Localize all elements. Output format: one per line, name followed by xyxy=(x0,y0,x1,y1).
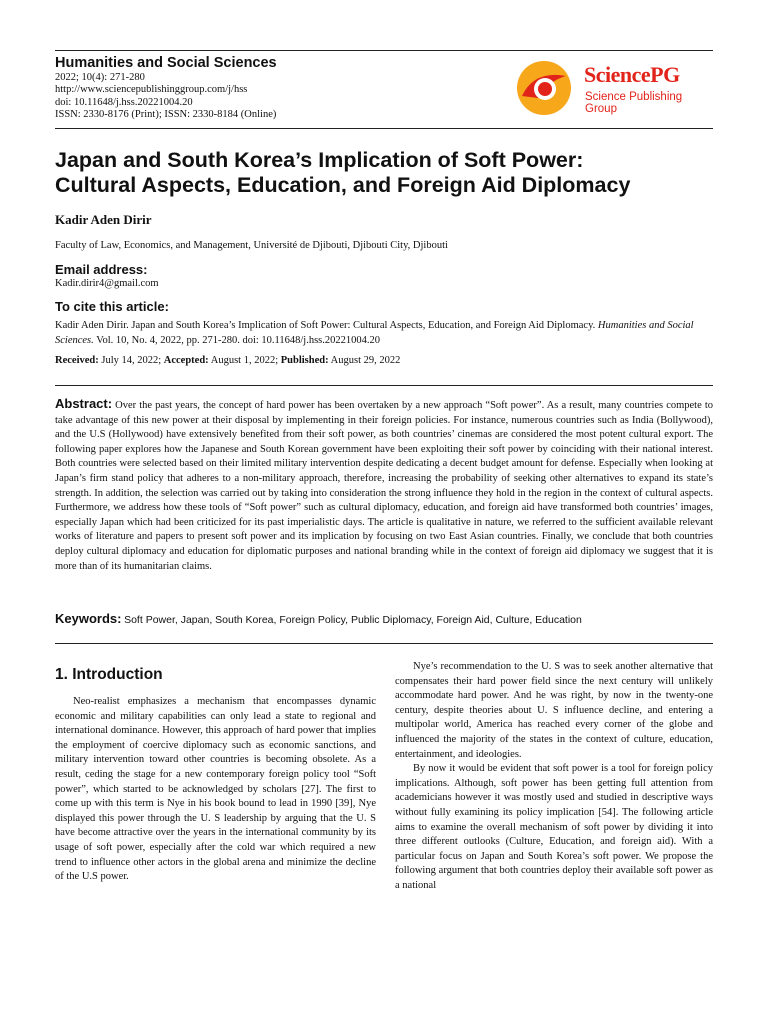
title-line-2: Cultural Aspects, Education, and Foreign Aid Diplomacy xyxy=(55,173,631,197)
sciencepg-logo xyxy=(514,58,714,118)
abstract-top-rule xyxy=(55,385,713,386)
cite-heading: To cite this article: xyxy=(55,299,169,314)
accepted-label: Accepted: xyxy=(163,355,209,366)
abstract-bottom-rule xyxy=(55,643,713,644)
published-date: August 29, 2022 xyxy=(330,355,401,366)
accepted-date: August 1, 2022; xyxy=(210,355,279,366)
keywords-label: Keywords: xyxy=(55,611,122,626)
right-column xyxy=(395,660,713,894)
article-title xyxy=(55,148,735,198)
body-paragraph: Neo-realist emphasizes a mechanism that encompasses dynamic economic and military capabilities can only lead a state to regional and international dominance. However, this approach of hard power that implies the employment of coercive diplomacy such as economic sanctions, and military intervention toward other countries is becoming obsolete. As a result, ceding the stage for a new contemporary foreign policy tool “Soft power”, which started to be acknowledged by scholars [27]. The first to come up with this term is Nye in his book bound to lead in 1990 [39], Nye displayed this power through the U. S leadership by arguing that the U. S have become attractive over the years in the international community by its usage of soft power, especially after the cold war which required a new trend to influence other actors in the global arena and minimize the decline of the U.S power. xyxy=(55,696,376,883)
meta-issue: 2022; 10(4): 271-280 xyxy=(55,72,145,83)
citation-tail: Vol. 10, No. 4, 2022, pp. 271-280. doi: 10.11648/j.hss.20221004.20 xyxy=(96,335,381,346)
journal-name: Humanities and Social Sciences xyxy=(55,55,277,71)
received-date: July 14, 2022; xyxy=(101,355,162,366)
citation-journal: Humanities and Social Sciences. xyxy=(55,320,694,346)
citation-text: Kadir Aden Dirir. Japan and South Korea’s Implication of Soft Power: Cultural Aspects, Education, and Foreign Aid Diplomacy. xyxy=(55,320,596,331)
author-name: Kadir Aden Dirir xyxy=(55,212,152,227)
meta-doi[interactable]: doi: 10.11648/j.hss.20221004.20 xyxy=(55,96,193,108)
received-label: Received: xyxy=(55,355,99,366)
article-dates xyxy=(55,355,400,366)
top-rule xyxy=(55,50,713,51)
abstract-text: Over the past years, the concept of hard power has been overtaken by a new approach “Soft power”. As a result, many countries compete to take advantage of this new power at their disposal by implementing in their foreign policies. For instance, numerous countries such as India (Bollywood), and the U.S (Hollywood) have extensively benefited from their soft power, as both countries’ cinemas are considered the most potent cultural export. The following paper explores how the Japanese and South Korean government have been exploiting their soft power by coinciding with their national interest. Both countries were selected based on their limited military intervention despite dedicating a decent budget amount for defense. Especially when looking at Japan’s firm stand policy that adheres to a non-military approach, therefore, increasing the probability of seeking other alternatives to expand its state’s strength. In addition, the selection was carried out by taking into consideration the strong influence they hold in the region in the context of cultural aspects. Furthermore, we address how these tools of “Soft power” such as cultural diplomacy, education, and foreign aid have transformed both countries’ images, especially Japan which had been criticized for its past imperialistic days. The article is qualitative in nature, we referred to the sufficient available relevant works of literature and papers to present soft power and its implication by focusing on two East Asian countries. Finally, we conclude that both countries deploy cultural diplomacy and education for diplomatic purposes and national branding while in the context of foreign aid diplomacy we suggest that it is more than of its humanitarian claims. xyxy=(55,400,714,572)
body-paragraph: Nye’s recommendation to the U. S was to seek another alternative that compensates their hard power field since the next century will unlikely accommodate hard power. And he was right, by now in the twenty-one century, despite theories about U. S influence decline, and entering a multipolar world, America has reached every corner of the globe and influenced the majority of the states in the context of culture, education, entertainment, and ideologies. xyxy=(395,661,713,760)
title-line-1: Japan and South Korea’s Implication of Soft Power: xyxy=(55,148,584,172)
abstract-label: Abstract: xyxy=(55,396,113,411)
meta-issn: ISSN: 2330-8176 (Print); ISSN: 2330-8184 (Online) xyxy=(55,109,277,121)
keywords-text: Soft Power, Japan, South Korea, Foreign Policy, Public Diplomacy, Foreign Aid, Culture, Education xyxy=(124,614,582,626)
email-address[interactable]: Kadir.dirir4@gmail.com xyxy=(55,278,159,289)
journal-meta xyxy=(55,72,276,122)
meta-url[interactable]: http://www.sciencepublishinggroup.com/j/hss xyxy=(55,84,248,96)
abstract xyxy=(55,397,713,574)
body-paragraph: By now it would be evident that soft power is a tool for foreign policy implications. Although, soft power has been getting full attention from academicians however it was mostly used and studied in descriptive ways without fully examining its policy implication [54]. The following article aims to examine the overall mechanism of soft power by dividing it into three different outlooks (Culture, Education, and foreign aid). With a particular focus on Japan and South Korea’s soft power. We propose the following argument that both countries deploy their available soft power as a national xyxy=(395,763,713,891)
sciencepg-logo-icon xyxy=(514,58,578,118)
section-title: 1. Introduction xyxy=(55,666,163,683)
keywords xyxy=(55,611,713,626)
left-column xyxy=(55,695,376,885)
email-heading: Email address: xyxy=(55,262,148,277)
logo-subtitle: Science Publishing Group xyxy=(585,91,683,115)
citation xyxy=(55,318,715,348)
logo-wordmark: SciencePG xyxy=(584,62,680,87)
affiliation: Faculty of Law, Economics, and Management, Université de Djibouti, Djibouti City, Djibouti xyxy=(55,240,448,251)
header-rule xyxy=(55,128,713,129)
published-label: Published: xyxy=(280,355,329,366)
